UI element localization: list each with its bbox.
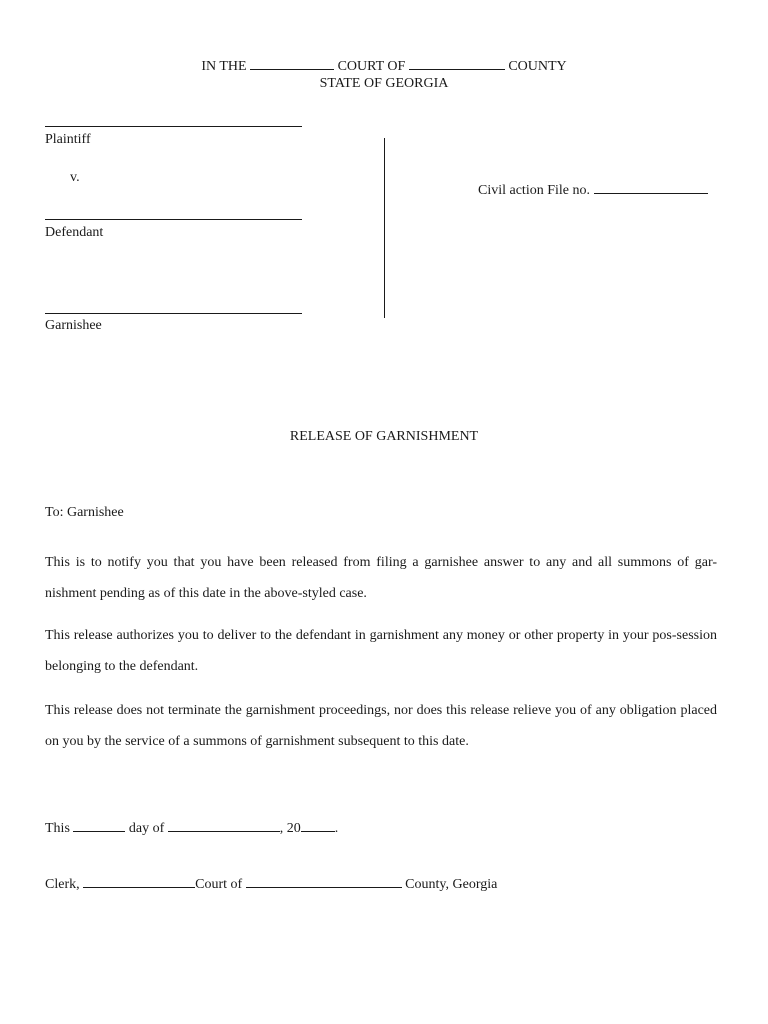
paragraph-limitations: This release does not terminate the garnishment proceedings, nor does this release relieve you of any obligation placed on you by the service of a summons of garnishment subsequent to this date.: [45, 703, 717, 749]
plaintiff-signature-line[interactable]: [45, 126, 302, 127]
clerk-county-blank[interactable]: [246, 875, 402, 888]
file-no-label: Civil action File no.: [478, 183, 590, 198]
clerk-court-of-label: Court of: [195, 877, 243, 892]
month-blank[interactable]: [168, 819, 280, 832]
county-name-blank[interactable]: [409, 57, 505, 70]
court-header-prefix: IN THE: [201, 59, 247, 74]
addressee: To: Garnishee: [45, 505, 124, 520]
garnishee-label: Garnishee: [45, 318, 102, 333]
date-line: [45, 819, 338, 837]
date-this-label: This: [45, 821, 70, 836]
year-blank[interactable]: [301, 819, 335, 832]
date-day-of-label: day of: [128, 821, 165, 836]
state-line: STATE OF GEORGIA: [319, 76, 449, 91]
clerk-label: Clerk,: [45, 877, 80, 892]
paragraph-notice: This is to notify you that you have been released from filing a garnishee answer to any and all summons of gar-nishment pending as of this date in the above-styled case.: [45, 555, 717, 601]
day-blank[interactable]: [73, 819, 125, 832]
court-header-line: [0, 57, 768, 75]
court-name-blank[interactable]: [250, 57, 334, 70]
clerk-line: [45, 875, 497, 893]
defendant-label: Defendant: [45, 225, 104, 240]
court-header-middle: COURT OF: [337, 59, 406, 74]
court-header-suffix: COUNTY: [508, 59, 567, 74]
versus-label: v.: [70, 170, 80, 185]
paragraph-authorization: This release authorizes you to deliver to the defendant in garnishment any money or other property in your pos-session belonging to the defendant.: [45, 628, 717, 674]
clerk-name-blank[interactable]: [83, 875, 195, 888]
clerk-county-georgia-label: County, Georgia: [405, 877, 498, 892]
garnishee-signature-line[interactable]: [45, 313, 302, 314]
civil-action-file-no: [478, 181, 708, 199]
document-title: RELEASE OF GARNISHMENT: [289, 429, 479, 444]
date-end: .: [334, 821, 339, 836]
plaintiff-label: Plaintiff: [45, 132, 91, 147]
file-no-blank[interactable]: [594, 181, 708, 194]
defendant-signature-line[interactable]: [45, 219, 302, 220]
date-year-prefix: , 20: [279, 821, 301, 836]
caption-divider: [384, 138, 385, 318]
